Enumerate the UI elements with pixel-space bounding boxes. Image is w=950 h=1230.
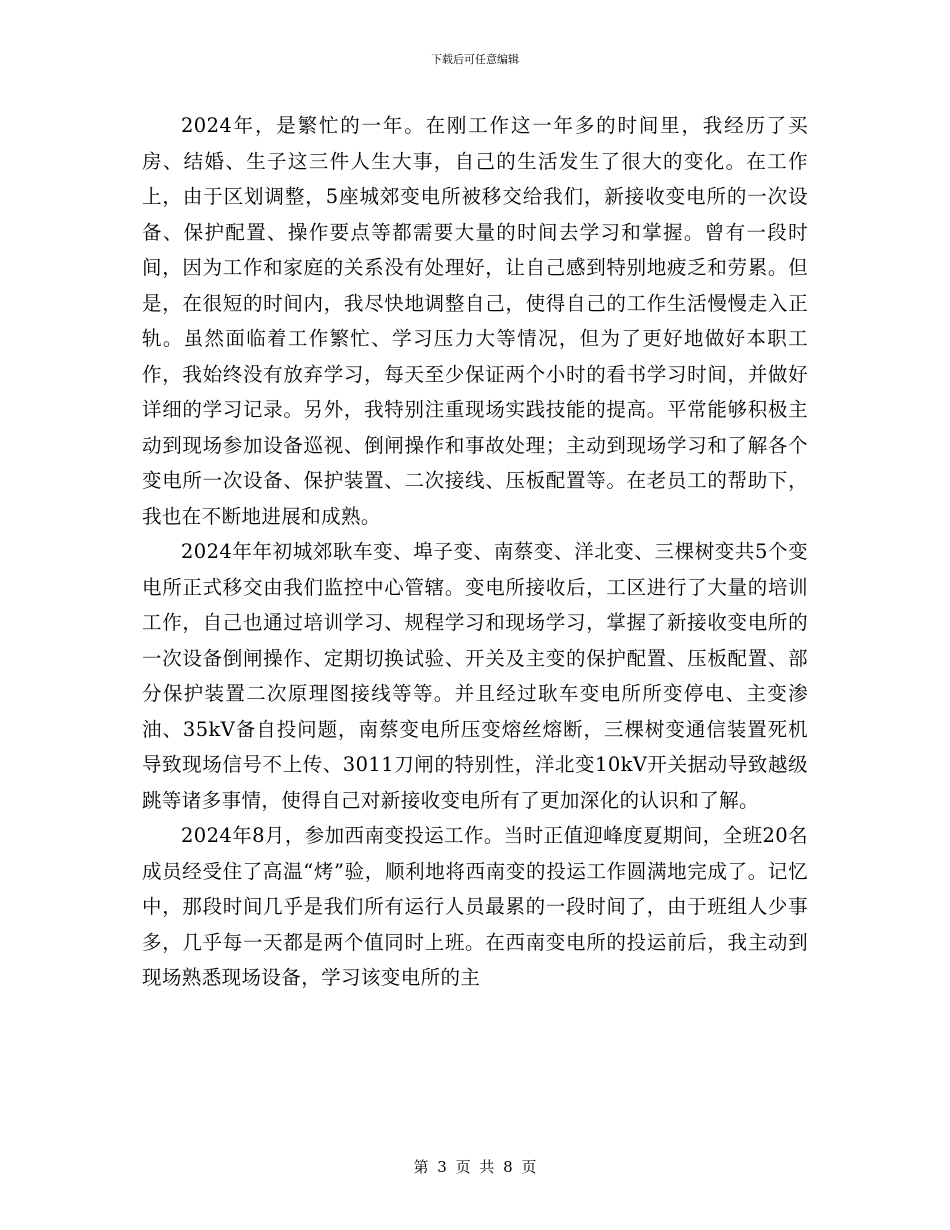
- paragraph-2: 2024年年初城郊耿车变、埠子变、南蔡变、洋北变、三棵树变共5个变电所正式移交由我们监控中心管辖。变电所接收后，工区进行了大量的培训工作，自己也通过培训学习、规程学习和现场学习，掌握了新接收变电所的一次设备倒闸操作、定期切换试验、开关及主变的保护配置、压板配置、部分保护装置二次原理图接线等等。并且经过耿车变电所所变停电、主变渗油、35kV备自投问题，南蔡变电所压变熔丝熔断，三棵树变通信装置死机导致现场信号不上传、3011刀闸的特别性，洋北变10kV开关据动导致越级跳等诸多事情，使得自己对新接收变电所有了更加深化的认识和了解。: [142, 540, 808, 812]
- paragraph-1: 2024年，是繁忙的一年。在刚工作这一年多的时间里，我经历了买房、结婚、生子这三件人生大事，自己的生活发生了很大的变化。在工作上，由于区划调整，5座城郊变电所被移交给我们，新接收变电所的一次设备、保护配置、操作要点等都需要大量的时间去学习和掌握。曾有一段时间，因为工作和家庭的关系没有处理好，让自己感到特别地疲乏和劳累。但是，在很短的时间内，我尽快地调整自己，使得自己的工作生活慢慢走入正轨。虽然面临着工作繁忙、学习压力大等情况，但为了更好地做好本职工作，我始终没有放弃学习，每天至少保证两个小时的看书学习时间，并做好详细的学习记录。另外，我特别注重现场实践技能的提高。平常能够积极主动到现场参加设备巡视、倒闸操作和事故处理；主动到现场学习和了解各个变电所一次设备、保护装置、二次接线、压板配置等。在老员工的帮助下，我也在不断地进展和成熟。: [142, 114, 808, 528]
- document-body: [142, 108, 808, 996]
- page-header: 下载后可任意编辑: [431, 53, 519, 66]
- paragraph-3: 2024年8月，参加西南变投运工作。当时正值迎峰度夏期间，全班20名成员经受住了高温“烤”验，顺利地将西南变的投运工作圆满地完成了。记忆中，那段时间几乎是我们所有运行人员最累的一段时间了，由于班组人少事多，几乎每一天都是两个值同时上班。在西南变电所的投运前后，我主动到现场熟悉现场设备，学习该变电所的主: [142, 824, 808, 989]
- page-footer: 第 3 页 共 8 页: [413, 1158, 537, 1176]
